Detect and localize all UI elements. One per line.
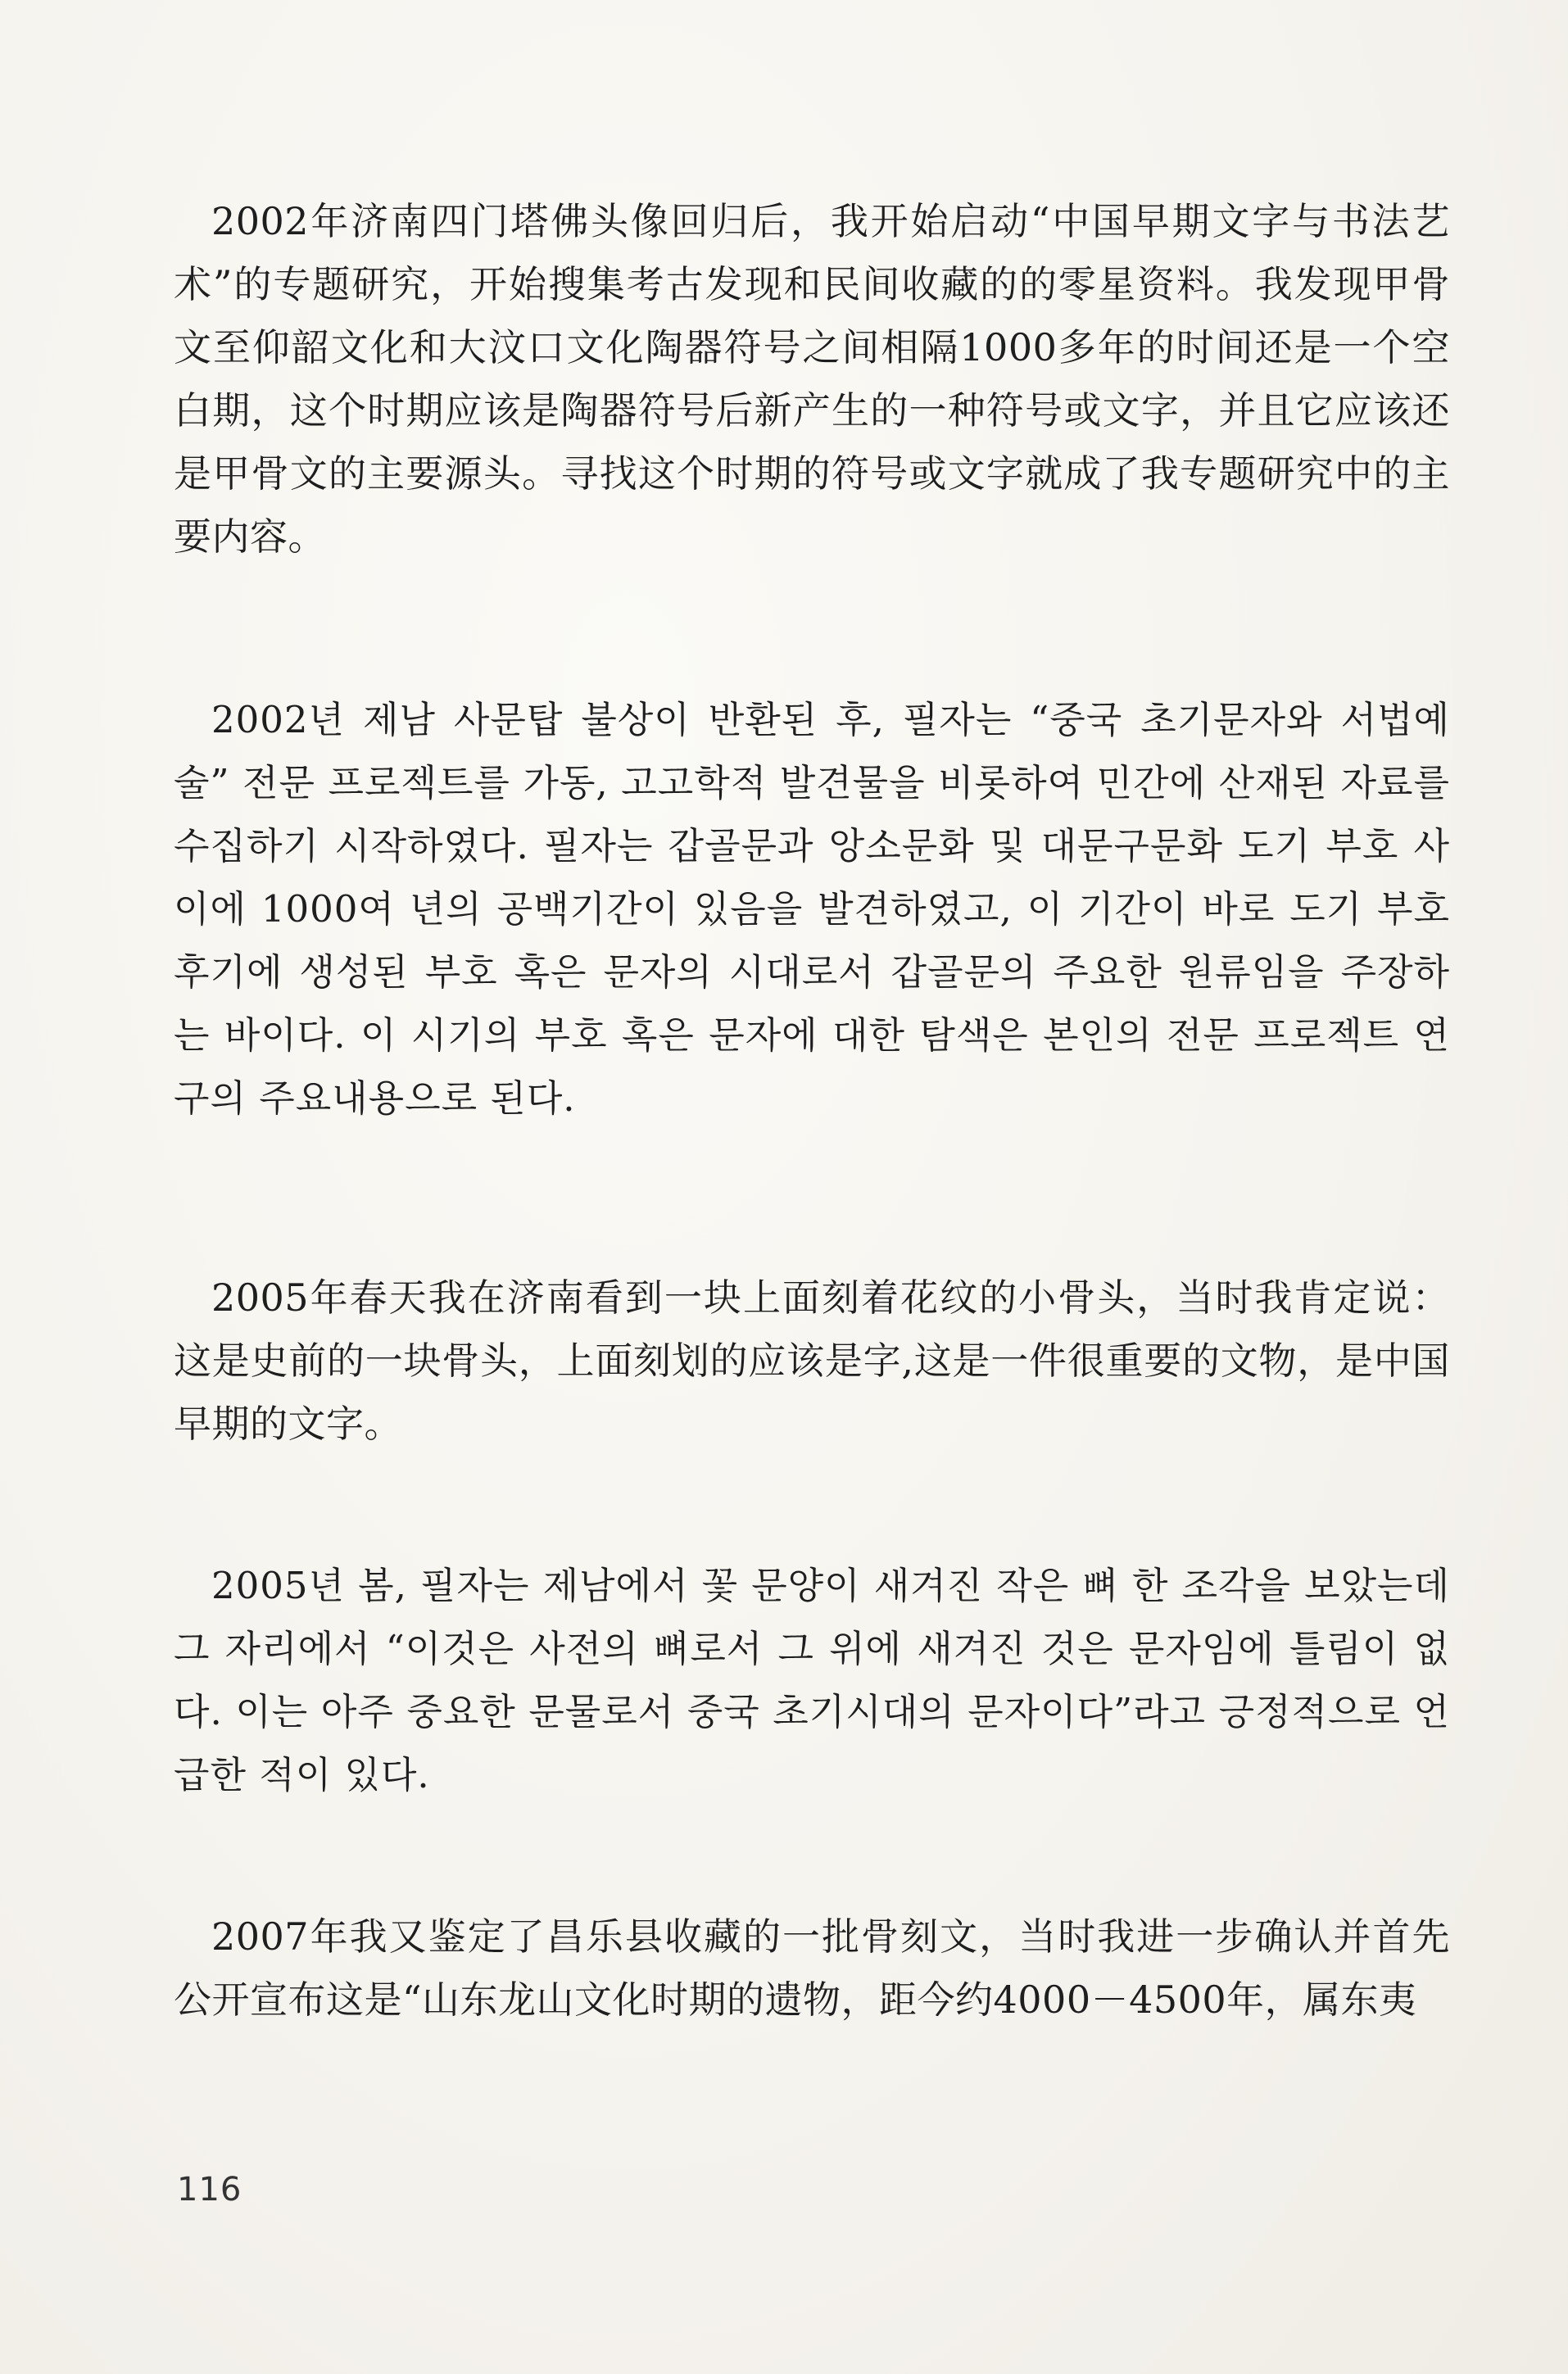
paragraph-korean-2005: 2005년 봄, 필자는 제남에서 꽃 문양이 새겨진 작은 뼈 한 조각을 보았는데 그 자리에서 “이것은 사전의 뼈로서 그 위에 새겨진 것은 문자임에 틀림이 없다. 이는 아주 중요한 문물로서 중국 초기시대의 문자이다”라고 긍정적으로 언급한 적이 있다. bbox=[174, 1564, 1450, 1796]
paragraph-korean-2002: 2002년 제남 사문탑 불상이 반환된 후, 필자는 “중국 초기문자와 서법예술” 전문 프로젝트를 가동, 고고학적 발견물을 비롯하여 민간에 산재된 자료를 수집하기 시작하였다. 필자는 갑골문과 앙소문화 및 대문구문화 도기 부호 사이에 1000여 년의 공백기간이 있음을 발견하였고, 이 기간이 바로 도기 부호 후기에 생성된 부호 혹은 문자의 시대로서 갑골문의 주요한 원류임을 주장하는 바이다. 이 시기의 부호 혹은 문자에 대한 탐색은 본인의 전문 프로젝트 연구의 주요내용으로 된다. bbox=[174, 698, 1450, 1120]
paragraph-chinese-2007: 2007年我又鉴定了昌乐县收藏的一批骨刻文，当时我进一步确认并首先公开宣布这是“山东龙山文化时期的遗物，距今约4000－4500年，属东夷 bbox=[174, 1914, 1450, 2022]
paragraph-chinese-2002: 2002年济南四门塔佛头像回归后，我开始启动“中国早期文字与书法艺术”的专题研究，开始搜集考古发现和民间收藏的的零星资料。我发现甲骨文至仰韶文化和大汶口文化陶器符号之间相隔1000多年的时间还是一个空白期，这个时期应该是陶器符号后新产生的一种符号或文字，并且它应该还是甲骨文的主要源头。寻找这个时期的符号或文字就成了我专题研究中的主要内容。 bbox=[174, 199, 1450, 559]
page-number: 116 bbox=[177, 2171, 242, 2209]
paragraph-chinese-2005: 2005年春天我在济南看到一块上面刻着花纹的小骨头，当时我肯定说：这是史前的一块骨头，上面刻划的应该是字,这是一件很重要的文物，是中国早期的文字。 bbox=[174, 1275, 1450, 1446]
